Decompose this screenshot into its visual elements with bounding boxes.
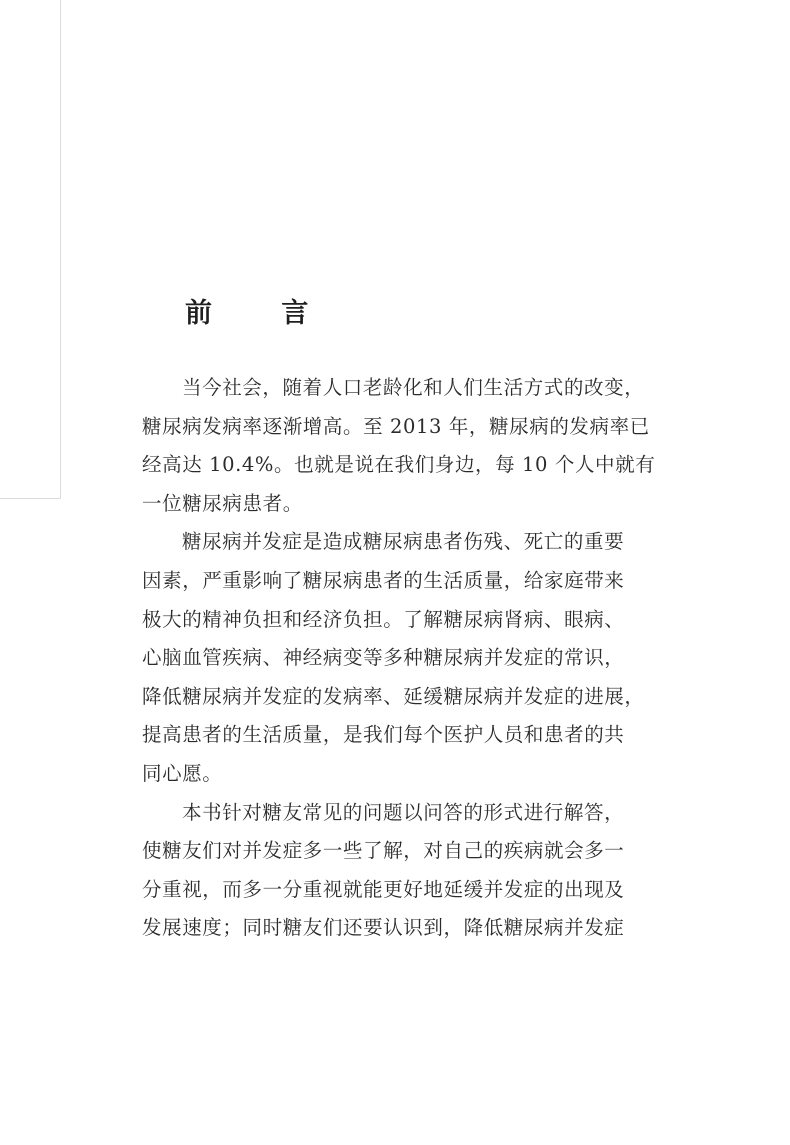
paragraph-3-line-4: 发展速度；同时糖友们还要认识到，降低糖尿病并发症: [142, 916, 625, 940]
paragraph-1-line-4: 一位糖尿病患者。: [142, 491, 303, 515]
margin-rule-horizontal: [0, 498, 61, 499]
margin-rule-vertical: [60, 0, 61, 498]
paragraph-2-line-4: 心脑血管疾病、神经病变等多种糖尿病并发症的常识，: [142, 646, 625, 670]
paragraph-1-line-1: 当今社会，随着人口老龄化和人们生活方式的改变，: [182, 376, 645, 399]
paragraph-2-line-1: 糖尿病并发症是造成糖尿病患者伤残、死亡的重要: [182, 530, 625, 554]
paragraph-2-line-3: 极大的精神负担和经济负担。了解糖尿病肾病、眼病、: [142, 607, 625, 631]
page-title: 前 言: [185, 298, 339, 329]
body-text: [142, 369, 672, 948]
paragraph-3-line-1: 本书针对糖友常见的问题以问答的形式进行解答，: [182, 800, 625, 824]
paragraph-1-line-2: 糖尿病发病率逐渐增高。至 2013 年，糖尿病的发病率已: [142, 414, 650, 438]
paragraph-2-line-5: 降低糖尿病并发症的发病率、延缓糖尿病并发症的进展，: [142, 684, 645, 708]
paragraph-3-line-2: 使糖友们对并发症多一些了解，对自己的疾病就会多一: [142, 839, 625, 863]
paragraph-1-line-3: 经高达 10.4%。也就是说在我们身边，每 10 个人中就有: [142, 453, 656, 477]
paragraph-2-line-2: 因素，严重影响了糖尿病患者的生活质量，给家庭带来: [142, 568, 625, 592]
paragraph-2-line-6: 提高患者的生活质量，是我们每个医护人员和患者的共: [142, 723, 625, 747]
paragraph-3-line-3: 分重视，而多一分重视就能更好地延缓并发症的出现及: [142, 877, 625, 901]
paragraph-2-line-7: 同心愿。: [142, 761, 223, 785]
